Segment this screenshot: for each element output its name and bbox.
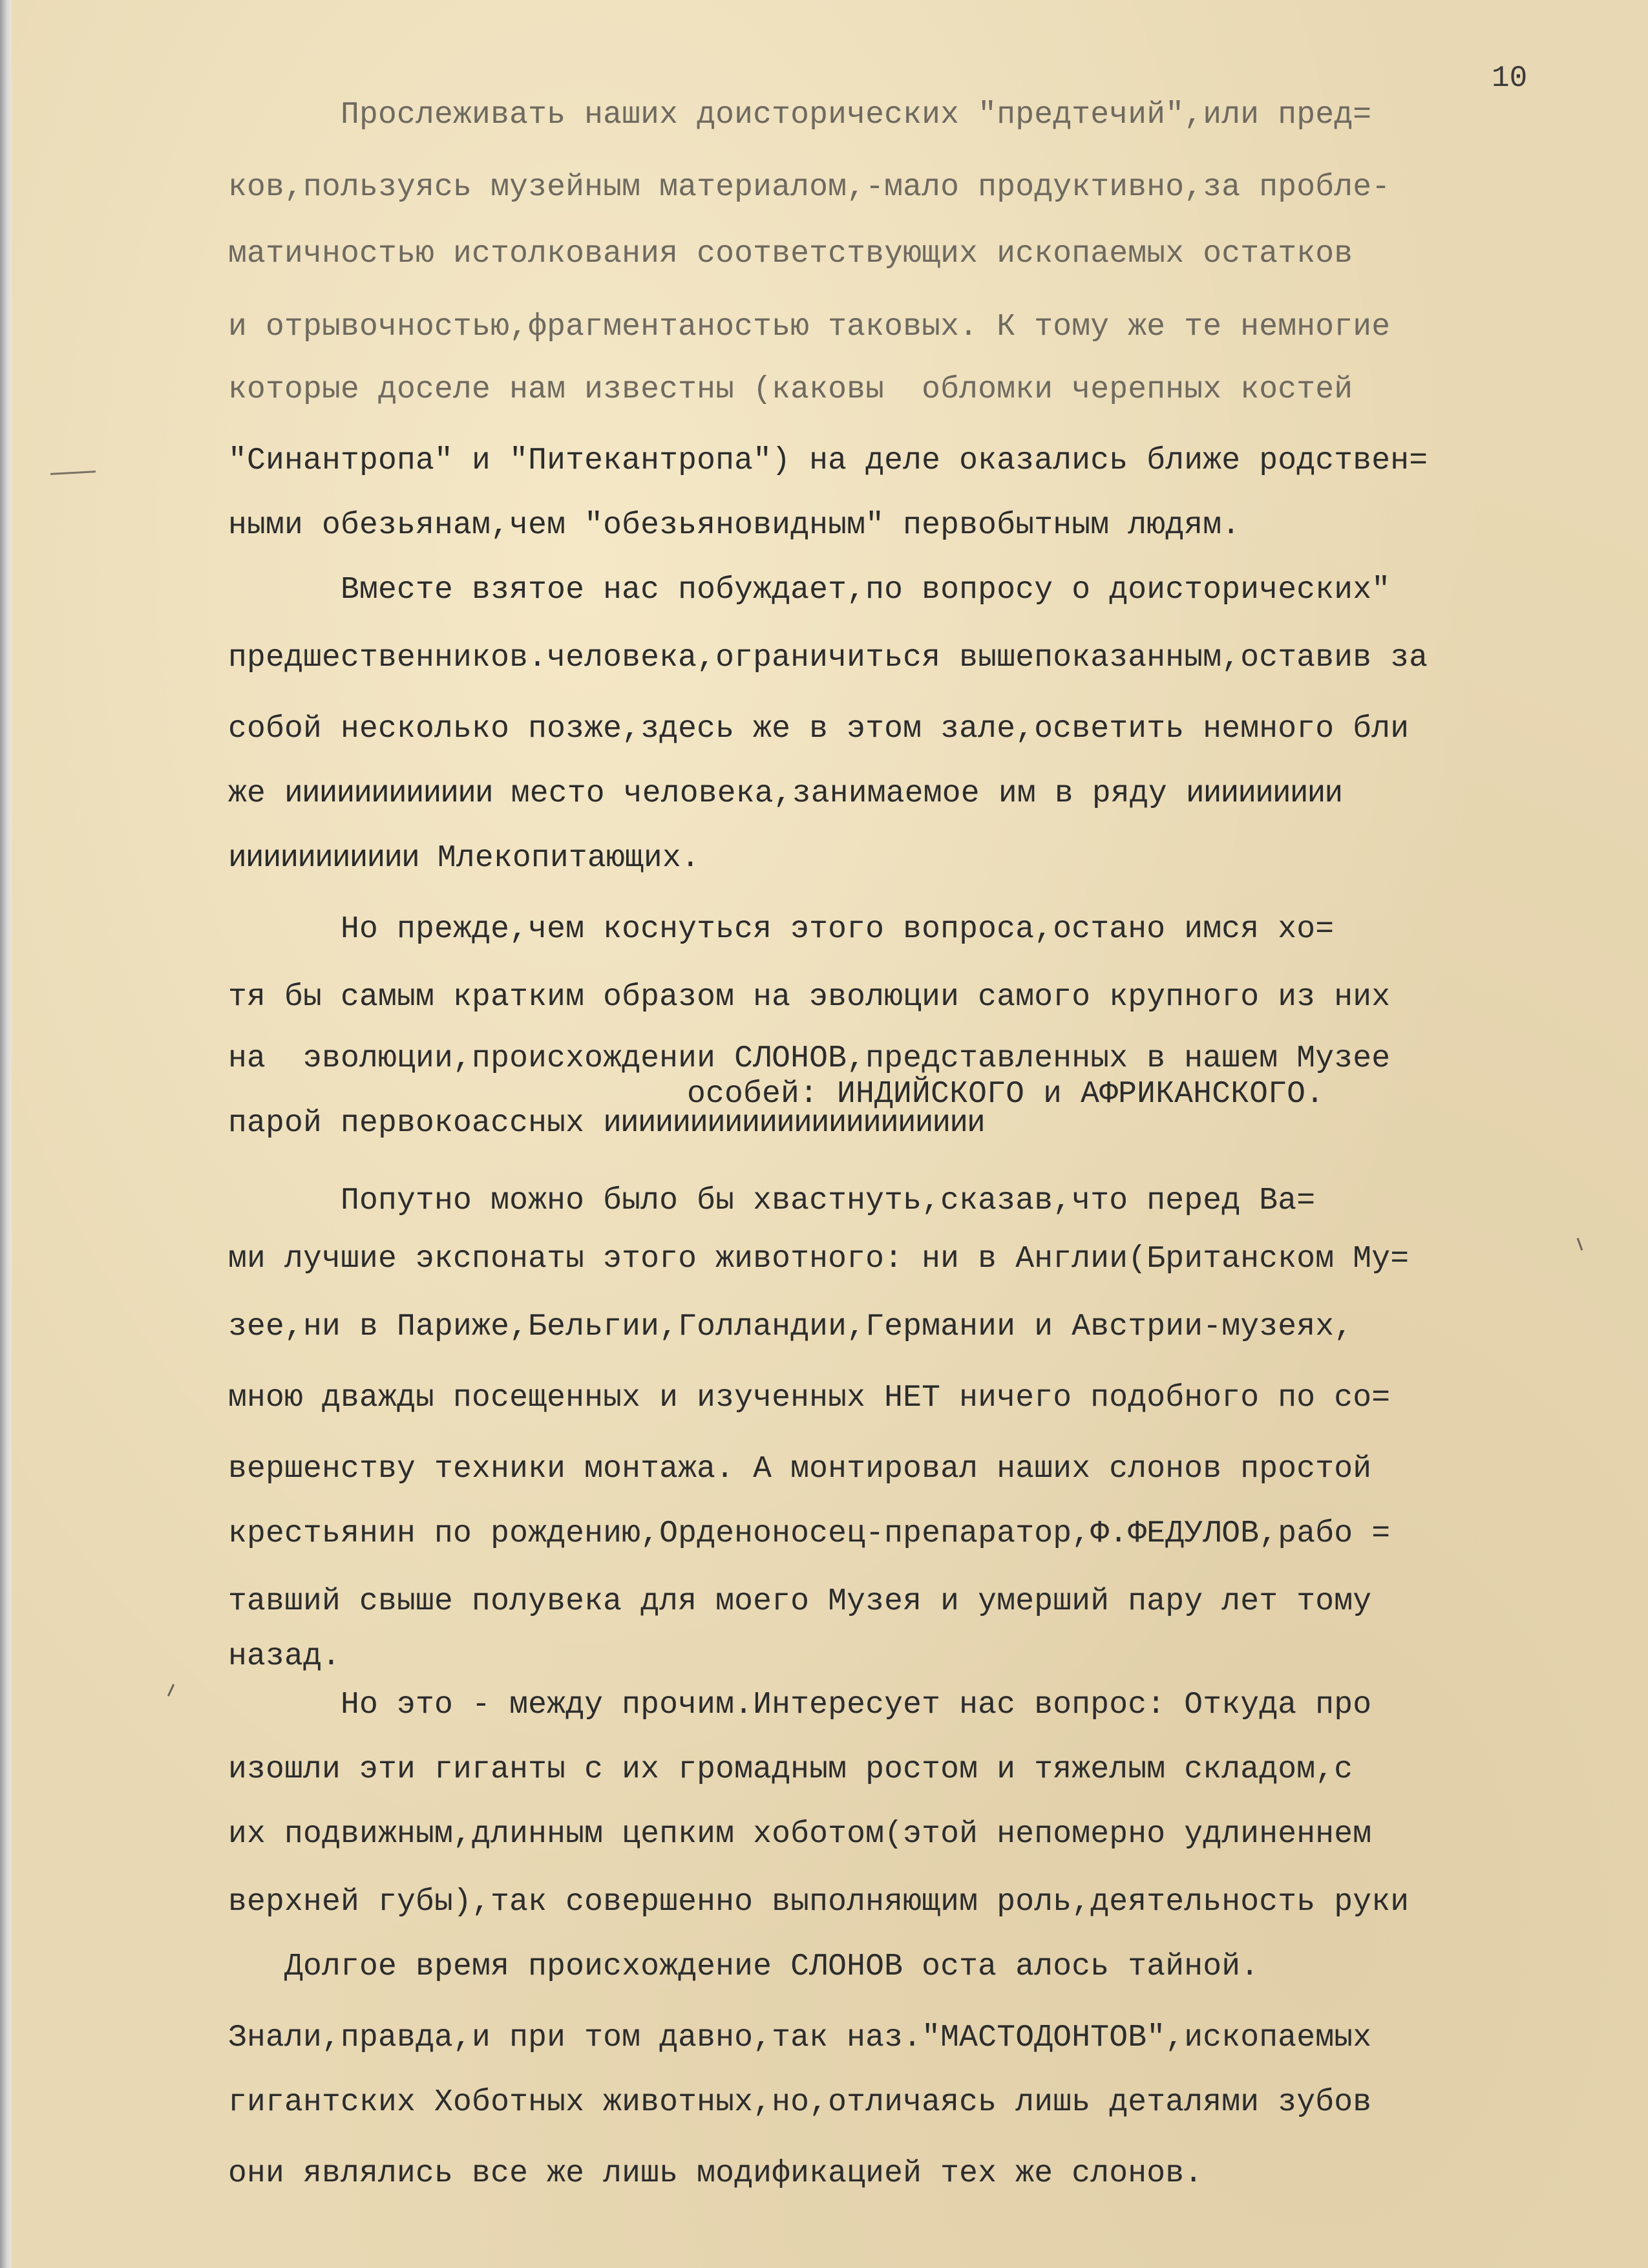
text-line: тя бы самым кратким образом на эволюции самого крупного из них xyxy=(228,980,1391,1015)
struck-out-text: ииииииииииииииииииииии xyxy=(603,1106,984,1141)
text-line: ков,пользуясь музейным материалом,-мало продуктивно,за пробле- xyxy=(228,170,1391,205)
text-line: Знали,правда,и при том давно,так наз."МАСТОДОНТОВ",ископаемых xyxy=(228,2020,1372,2055)
text-line: тавший свыше полувека для моего Музея и умерший пару лет тому xyxy=(228,1584,1372,1619)
text-line: Попутно можно было бы хвастнуть,сказав,что перед Ва= xyxy=(228,1183,1316,1218)
struck-out-text: иииииииииии xyxy=(228,841,419,876)
text-line: же ииииииииииии место человека,занимаемое им в ряду иииииииии xyxy=(228,776,1342,811)
text-line: верхней губы),так совершенно выполняющим роль,деятельность руки xyxy=(228,1885,1410,1920)
text-line: Вместе взятое нас побуждает,по вопросу о доисторических" xyxy=(228,573,1391,608)
text-line: матичностью истолкования соответствующих ископаемых остатков xyxy=(228,237,1353,271)
text-line: мною дважды посещенных и изученных НЕТ ничего подобного по со= xyxy=(228,1381,1391,1415)
text-line: гигантских Хоботных животных,но,отличаясь лишь деталями зубов xyxy=(228,2085,1372,2120)
scanner-edge xyxy=(0,0,12,2268)
struck-out-text: иииииииии xyxy=(1185,776,1342,811)
text-line: ными обезьянам,чем "обезьяновидным" первобытным людям. xyxy=(228,508,1241,543)
page-number: 10 xyxy=(1492,61,1528,95)
text-line: "Синантропа" и "Питекантропа") на деле оказались ближе родствен= xyxy=(228,443,1428,478)
text-line: назад. xyxy=(228,1639,341,1674)
text-line: зее,ни в Париже,Бельгии,Голландии,Германии и Австрии-музеях, xyxy=(228,1309,1353,1344)
typewritten-page xyxy=(12,0,1648,2268)
text-line: их подвижным,длинным цепким хоботом(этой непомерно удлиненнем xyxy=(228,1817,1372,1852)
text-line: которые доселе нам известны (каковы обломки черепных костей xyxy=(228,372,1353,407)
text-line: изошли эти гиганты с их громадным ростом и тяжелым складом,с xyxy=(228,1752,1353,1787)
text-line: вершенству техники монтажа. А монтировал наших слонов простой xyxy=(228,1452,1372,1487)
struck-out-text: ииииииииииии xyxy=(284,776,492,811)
text-line: они являлись все же лишь модификацией тех же слонов. xyxy=(228,2156,1203,2191)
text-line: Долгое время происхождение СЛОНОВ оста алось тайной. xyxy=(228,1949,1260,1984)
text-line: иииииииииии Млекопитающих. xyxy=(228,841,700,876)
text-line: Прослеживать наших доисторических "предтечий",или пред= xyxy=(228,98,1372,132)
text-line: на эволюции,происхождении СЛОНОВ,представленных в нашем Музее xyxy=(228,1041,1391,1076)
text-line: крестьянин по рождению,Орденоносец-препаратор,Ф.ФЕДУЛОВ,рабо = xyxy=(228,1516,1391,1551)
margin-tick xyxy=(167,1684,174,1696)
margin-mark xyxy=(50,471,96,475)
text-line: Но прежде,чем коснуться этого вопроса,остано имся хо= xyxy=(228,912,1335,947)
text-line: парой первокоассных ииииииииииииииииииииии xyxy=(228,1106,984,1141)
text-line: предшественников.человека,ограничиться вышепоказанным,оставив за xyxy=(228,641,1428,675)
text-line: Но это - между прочим.Интересует нас вопрос: Откуда про xyxy=(228,1688,1372,1722)
interlinear-insertion: особей: ИНДИЙСКОГО и АФРИКАНСКОГО. xyxy=(687,1077,1325,1112)
text-line: и отрывочностью,фрагментаностью таковых. К тому же те немногие xyxy=(228,310,1391,344)
text-line: ми лучшие экспонаты этого животного: ни в Англии(Британском Му= xyxy=(228,1242,1410,1277)
text-line: собой несколько позже,здесь же в этом зале,осветить немного бли xyxy=(228,712,1410,747)
